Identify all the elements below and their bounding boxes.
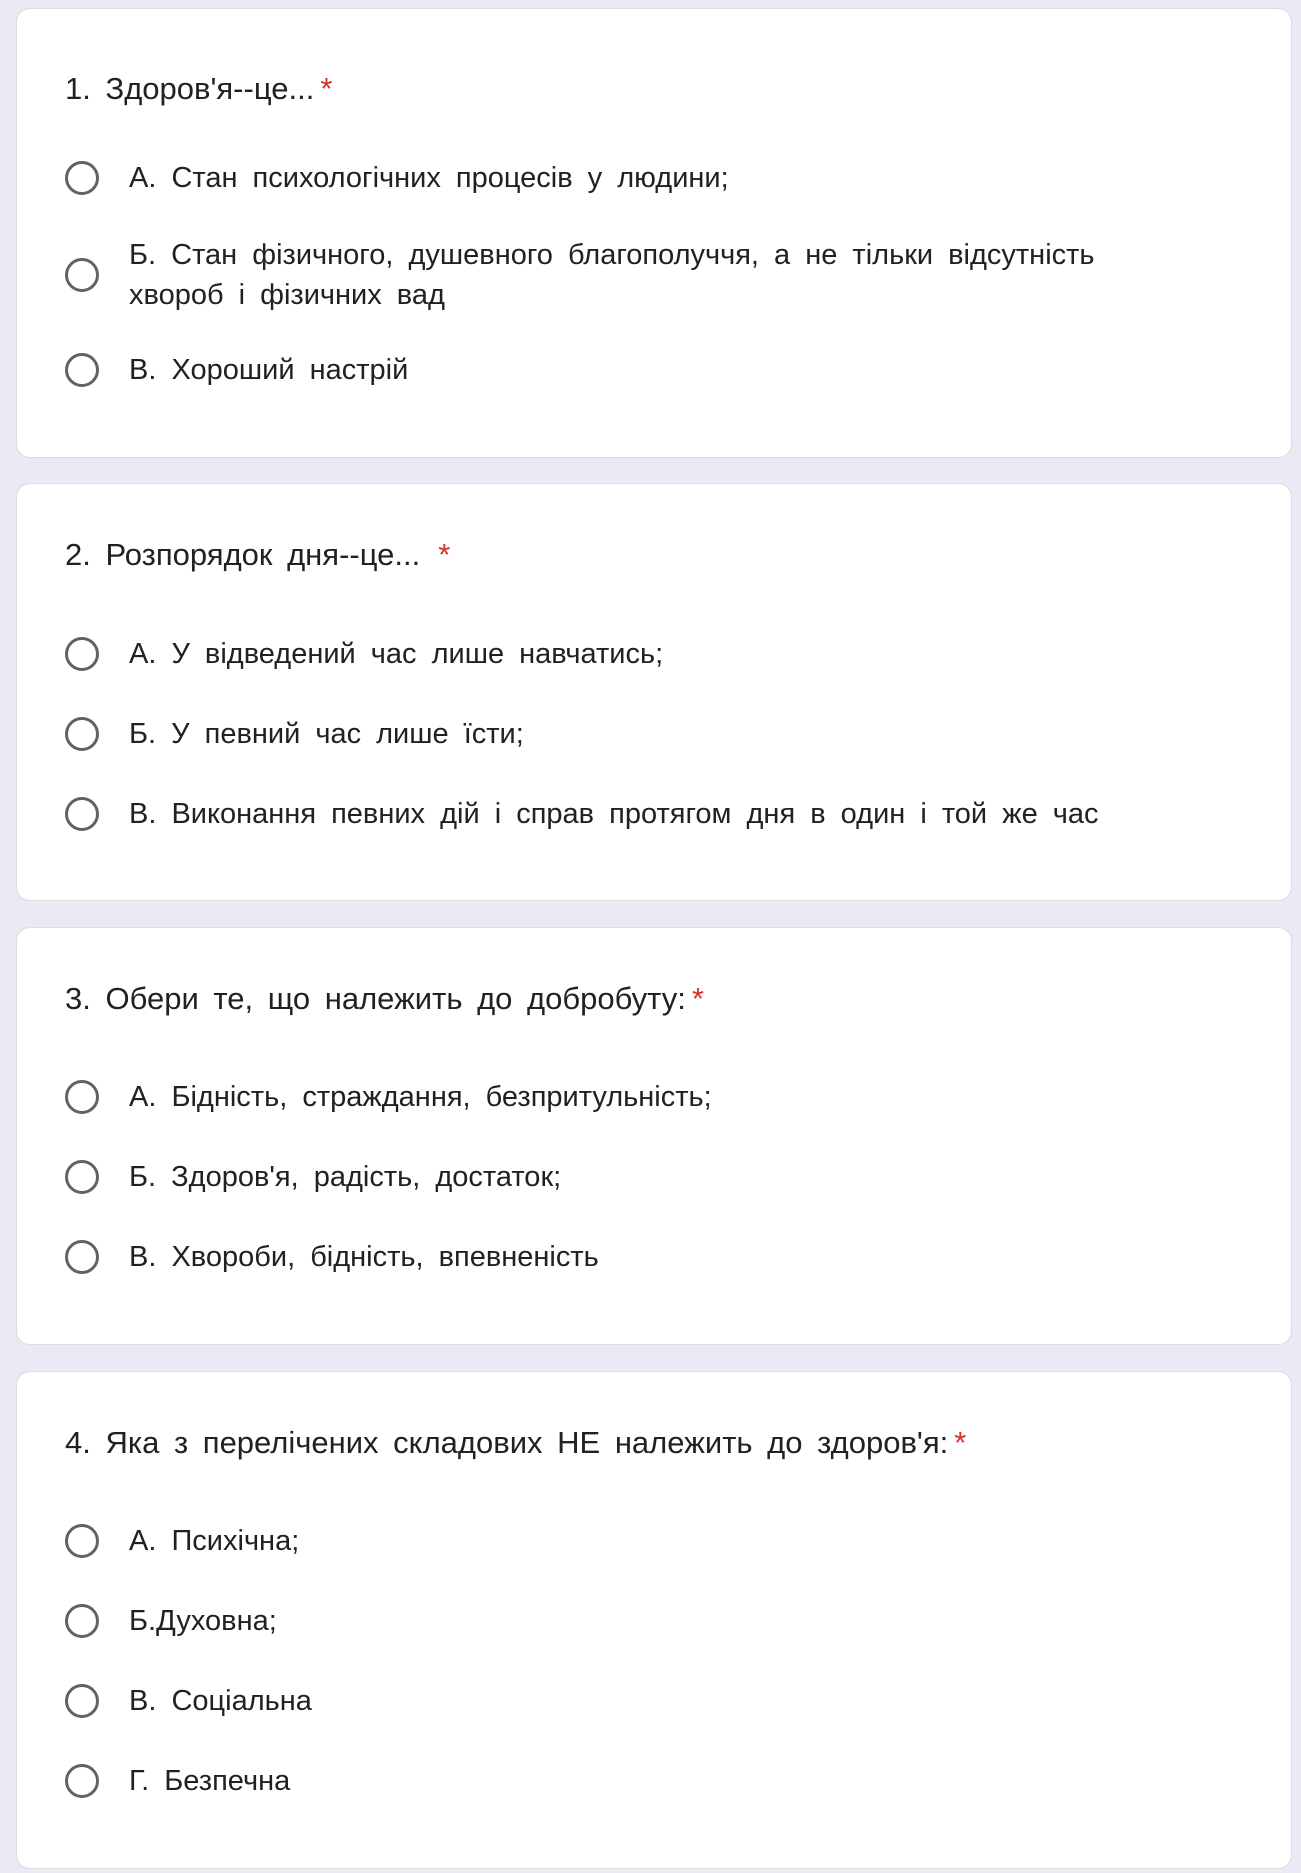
option-b[interactable] [65,714,1251,754]
radio-button-icon[interactable] [65,1684,99,1718]
option-label: В. Хороший настрій [129,354,409,386]
option-label: Г. Безпечна [129,1765,291,1797]
option-a[interactable] [65,1077,1251,1117]
option-c[interactable] [65,794,1251,834]
radio-button-icon[interactable] [65,161,99,195]
question-card-2 [16,483,1292,901]
radio-button-icon[interactable] [65,1764,99,1798]
option-label: Б. У певний час лише їсти; [129,718,524,750]
required-asterisk: * [954,1425,967,1460]
question-title [65,1423,966,1463]
option-label: Б. Здоров'я, радість, достаток; [129,1161,562,1193]
question-card-3 [16,927,1292,1345]
question-card-1 [16,8,1292,458]
radio-button-icon[interactable] [65,717,99,751]
required-asterisk: * [438,537,451,572]
radio-button-icon[interactable] [65,258,99,292]
radio-button-icon[interactable] [65,797,99,831]
question-text: 4. Яка з перелічених складових НЕ належить до здоров'я: [65,1425,949,1460]
radio-button-icon[interactable] [65,1240,99,1274]
question-card-4 [16,1371,1292,1869]
option-b[interactable] [65,1601,1251,1641]
option-label: Б.Духовна; [129,1605,277,1637]
required-asterisk: * [320,71,333,106]
option-label: А. У відведений час лише навчатись; [129,638,664,670]
option-label: А. Психічна; [129,1525,300,1557]
question-text: 1. Здоров'я--це... [65,71,315,106]
option-label: В. Виконання певних дій і справ протягом дня в один і той же час [129,798,1099,830]
radio-button-icon[interactable] [65,1604,99,1638]
question-title [65,535,450,575]
option-d[interactable] [65,1761,1251,1801]
required-asterisk: * [691,981,704,1016]
radio-button-icon[interactable] [65,637,99,671]
option-label: В. Соціальна [129,1685,312,1717]
option-a[interactable] [65,634,1251,674]
radio-button-icon[interactable] [65,1160,99,1194]
question-title [65,979,704,1019]
option-label: А. Бідність, страждання, безпритульність; [129,1081,712,1113]
option-a[interactable] [65,158,1251,198]
question-title [65,69,332,109]
question-text: 2. Розпорядок дня--це... [65,537,421,572]
option-b[interactable] [65,1157,1251,1197]
option-c[interactable] [65,1237,1251,1277]
option-a[interactable] [65,1521,1251,1561]
radio-button-icon[interactable] [65,353,99,387]
option-c[interactable] [65,1681,1251,1721]
option-label: А. Стан психологічних процесів у людини; [129,162,729,194]
option-b[interactable] [65,235,1251,315]
radio-button-icon[interactable] [65,1524,99,1558]
option-label: В. Хвороби, бідність, впевненість [129,1241,599,1273]
option-c[interactable] [65,350,1251,390]
option-label: Б. Стан фізичного, душевного благополуччя, а не тільки відсутність хвороб і фізичних вад [129,239,1095,311]
radio-button-icon[interactable] [65,1080,99,1114]
question-text: 3. Обери те, що належить до добробуту: [65,981,686,1016]
